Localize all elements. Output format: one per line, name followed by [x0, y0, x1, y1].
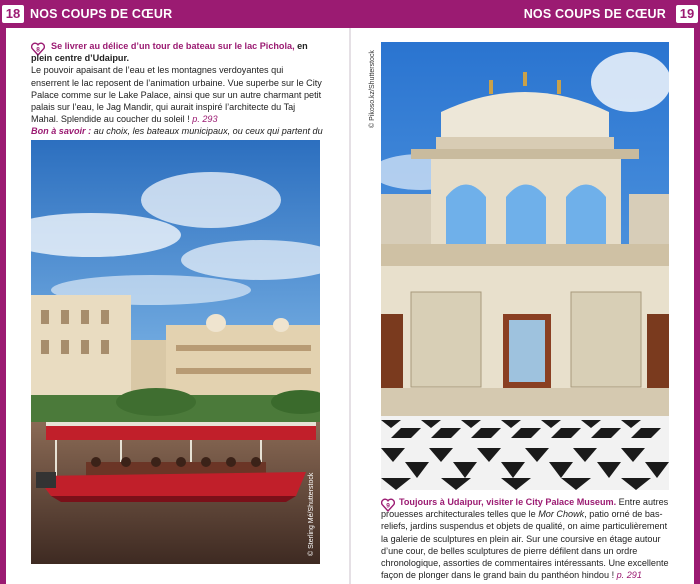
- svg-text:9: 9: [386, 502, 390, 510]
- item8-photo-credit: © Sterling Mé/Shutterstock: [308, 472, 315, 556]
- item8-tip-label: Bon à savoir :: [31, 126, 92, 137]
- right-section-title: NOS COUPS DE CŒUR: [523, 7, 666, 21]
- item8-page-ref: p. 293: [192, 114, 218, 125]
- item9-body-italic: Mor Chowk: [538, 509, 585, 520]
- left-section-title: NOS COUPS DE CŒUR: [30, 7, 173, 21]
- lake-pichola-boat-photo: [31, 140, 320, 564]
- item9-photo-credit: © Pikoso.kz/Shutterstock: [369, 50, 376, 128]
- right-page-number: 19: [674, 0, 700, 28]
- left-page-number: 18: [0, 0, 26, 28]
- item9-body-end: , patio orné de bas-reliefs, jardins suspendus et objets de qualité, on aime particulièrement la galerie de sculptures en plein air. Sur une coursive en étage autour d’une cour, de belles sculptures de pierre défilent dans un ordre chronologique, assorties de commentaires intéressants. Une excellente façon de plonger dans le grand bain du panthéon hindou !: [381, 509, 669, 581]
- item8-title-end: en plein centre d’Udaipur.: [31, 41, 308, 64]
- item9-page-ref: p. 291: [616, 570, 642, 581]
- city-palace-photo: [381, 42, 669, 490]
- right-edge-band: [694, 28, 700, 584]
- svg-text:8: 8: [36, 46, 40, 54]
- item9-body-start: Entre autres prouesses architecturales telles que le: [381, 497, 669, 520]
- left-edge-band: [0, 28, 6, 584]
- item9-text: [381, 496, 671, 581]
- item8-tip-text: au choix, les bateaux municipaux, ou ceux qui partent du: [93, 126, 323, 137]
- page-gutter: [349, 28, 351, 584]
- item8-body: Le pouvoir apaisant de l’eau et les montagnes verdoyantes qui enserrent le lac reposent de l’animation urbaine. Vue superbe sur le City Palace comme sur le Lake Palace, ainsi que sur un autre charmant petit palais sur l’eau, le Jag Mandir, qui aurait inspiré l’architecte du Taj Mahal. Splendide au coucher du soleil !: [31, 65, 322, 125]
- item9-title: Toujours à Udaipur, visiter le City Palace Museum.: [399, 497, 617, 507]
- item8-title: Se livrer au délice d’un tour de bateau sur le lac Pichola,: [51, 41, 295, 51]
